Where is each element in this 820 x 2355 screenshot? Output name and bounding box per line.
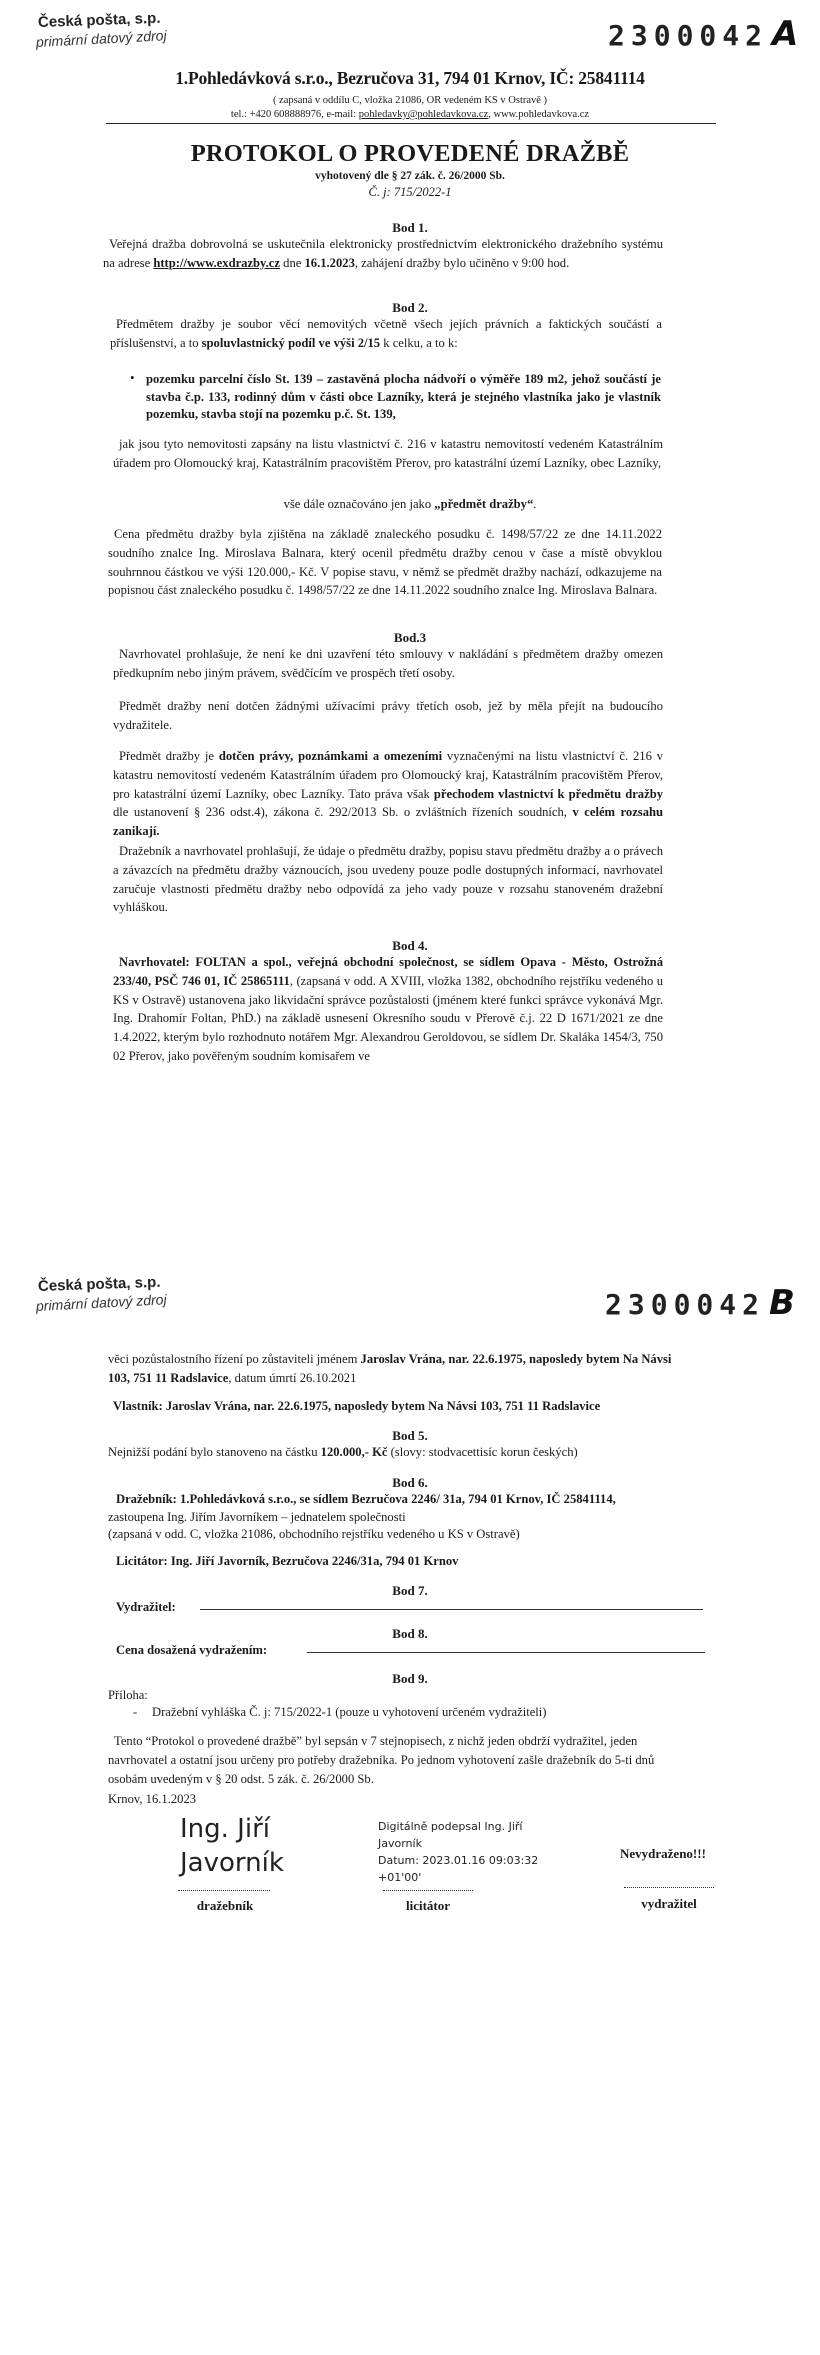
attachment-label: Příloha: (108, 1688, 148, 1702)
company-header: 1.Pohledávková s.r.o., Bezručova 31, 794 01 Krnov, IČ: 25841114 (175, 68, 645, 88)
document-number-stamp (608, 14, 798, 54)
bod3-p3-d: přechodem vlastnictví k předmětu dražby (433, 786, 663, 801)
bod3-heading: Bod.3 (393, 630, 427, 645)
bod2-paragraph-2: jak jsou tyto nemovitosti zapsány na listu vlastnictví č. 216 v katastru nemovitostí vedeném Katastrálním úřadem pro Olomoucký kraj, Katastrálním pracovištěm Přerov, pro katastrální území Lazníky, obec Lazníky, (113, 437, 663, 470)
bod1-text-2: dne (280, 255, 305, 270)
document-number-stamp-2 (605, 1283, 795, 1323)
bod1-date: 16.1.2023 (304, 255, 355, 270)
lowest-bid-amount: 120.000,- Kč (320, 1445, 388, 1459)
digital-signature-2: Javorník (378, 1837, 422, 1850)
bod4-text: , (zapsaná v odd. A XVIII, vložka 1382, obchodního rejstříku vedeného u KS v Ostravě) ustanovena jako likvidační správce pozůstalosti (jménem které funkci správce vykonává Mgr. Ing. Drahomír Foltan, PhD.) na základě usnesení Okresního soudu v Přerově č.j. 22 D 1671/2021 ze dne 1.4.2022, kterým bylo rozhodnuto notářem Mgr. Alexandrou Geroldovou, se sídlem Dr. Skaláka 1454/3, 750 02 Přerov, jako pověřeným soudním komisařem ve (113, 973, 663, 1063)
postal-stamp-subtitle-2: primární datový zdroj (35, 1291, 167, 1314)
bod3-paragraph-2: Předmět dražby není dotčen žádnými užívacími právy třetích osob, jež by měla přejít na budoucího vydražitele. (113, 699, 663, 732)
bod9-heading: Bod 9. (392, 1671, 428, 1686)
bod3-paragraph-4: Dražebník a navrhovatel prohlašují, že údaje o předmětu dražby, popisu stavu předmětu dražby a o právech a závazcích na předmětu dražby váznoucích, jsou uvedeny pouze podle dostupných informací, navrhovatel zaručuje vlastnosti předmětu dražby nebo odpovídá za jeho vady pouze v rozsahu stanoveném dražební vyhláškou. (113, 844, 663, 915)
header-rule (106, 123, 716, 124)
bod2-paragraph-1 (110, 315, 662, 353)
contact-phone: tel.: +420 608888976, e-mail: (230, 109, 359, 120)
bod5-heading: Bod 5. (392, 1428, 428, 1443)
document-title: PROTOKOL O PROVEDENÉ DRAŽBĚ (190, 140, 630, 167)
deceased-name: Jaroslav Vrána, nar. 22.6.1975, naposledy bytem Na Návsi 103, 751 11 Radslavice (108, 1352, 672, 1385)
contact-web[interactable]: www.pohledavkova.cz (493, 109, 590, 120)
date-of-death: , datum úmrtí 26.10.2021 (228, 1370, 357, 1385)
bod2-paragraph-3 (0, 495, 820, 513)
bod4-heading: Bod 4. (392, 938, 428, 953)
bod3-p3-c: vyznačenými na listu vlastnictví č. 216 v katastru nemovitostí vedeném Katastrálním úřadem pro Olomoucký kraj, Katastrálním pracovištěm Přerov, pro katastrální území Lazníky, obec Lazníky. Tato práva však (113, 749, 663, 801)
bod2-bullet-item: pozemku parcelní číslo St. 139 – zastavěná plocha nádvoří o výměře 189 m2, jehož součástí je stavba č.p. 133, rodinný dům v části obce Lazníky, která je stejného vlastníka jako je vlastník pozemku, stavba stojí na pozemku p.č. St. 139, (146, 372, 661, 421)
bod2-text-c: k celku, a to k: (380, 335, 458, 350)
owner-line: Vlastník: Jaroslav Vrána, nar. 22.6.1975, naposledy bytem Na Návsi 103, 751 11 Radslavice (113, 1399, 601, 1413)
document-subtitle: vyhotovený dle § 27 zák. č. 26/2000 Sb. (315, 170, 505, 182)
registered-line: (zapsaná v odd. C, vložka 21086, obchodního rejstříku vedeného u KS v Ostravě) (108, 1527, 520, 1541)
document-number: 2300042 (608, 19, 769, 52)
digital-signature-1: Digitálně podepsal Ing. Jiří (378, 1820, 523, 1833)
closing-paragraph: Tento “Protokol o provedené dražbě” byl sepsán v 7 stejnopisech, z nichž jeden obdrží vydražitel, jeden navrhovatel a ostatní jsou určeny pro potřeby dražebníka. Po jednom vyhotovení zašle dražebník do 5-ti dnů osobám uvedeným v § 20 odst. 5 zák. č. 26/2000 Sb. (108, 1734, 655, 1786)
bod4-proposer: Navrhovatel: FOLTAN a spol., veřejná obchodní společnost, se sídlem Opava - Město, Ostrožná 233/40, PSČ 746 01, IČ 25865111 (113, 955, 663, 988)
bod3-paragraph-3 (113, 747, 663, 841)
auctioneer-line: Dražebník: 1.Pohledávková s.r.o., se sídlem Bezručova 2246/ 31a, 794 01 Krnov, IČ 25841114, (116, 1492, 616, 1506)
bod7-heading: Bod 7. (392, 1583, 428, 1598)
bod3-paragraph-1: Navrhovatel prohlašuje, že není ke dni uzavření této smlouvy v nakládání s předmětem dražby omezen předkupním nebo jiným právem, svědčícím ve prospěch třetí osoby. (113, 647, 663, 680)
digital-signature-3: Datum: 2023.01.16 09:03:32 (378, 1854, 539, 1867)
bod3-p3-e: dle ustanovení § 236 odst.4), zákona č. 292/2013 Sb. o zvláštních řízeních soudních, (113, 805, 573, 820)
bod1-heading: Bod 1. (392, 220, 428, 235)
signature-dots-bidder (624, 1887, 714, 1888)
digital-signature-block (378, 1818, 538, 1886)
label-bidder: vydražitel (641, 1896, 697, 1911)
attachment-dash: - (133, 1705, 138, 1719)
signature-line-1: Ing. Jiří (180, 1814, 270, 1844)
bod5-text-2: (slovy: stodvacettisíc korun českých) (387, 1445, 578, 1459)
handwritten-signature (180, 1812, 284, 1880)
place-date: Krnov, 16.1.2023 (108, 1792, 197, 1806)
bod2-share: spoluvlastnický podíl ve výši 2/15 (201, 335, 381, 350)
bod3-p3-f: v celém rozsahu zanikají. (113, 805, 663, 839)
bod3-p3-b: dotčen právy, poznámkami a omezeními (218, 749, 443, 763)
contact-separator: , (488, 109, 494, 120)
bod1-text-3: , zahájení dražby bylo učiněno v 9:00 hod. (354, 255, 570, 270)
bod1-paragraph (103, 235, 663, 273)
signature-dots-auctioneer (178, 1890, 270, 1891)
represented-line: zastoupena Ing. Jiřím Javorníkem – jednatelem společnosti (108, 1510, 406, 1524)
document-letter: A (772, 14, 799, 54)
continuation-text: věci pozůstalostního řízení po zůstaviteli jménem (108, 1352, 361, 1366)
postal-stamp-org: Česká pošta, s.p. (37, 9, 161, 31)
company-registration: ( zapsaná v oddílu C, vložka 21086, OR vedeném KS v Ostravě ) (272, 95, 548, 106)
bidder-label: Vydražitel: (116, 1600, 176, 1614)
bullet-icon: • (130, 370, 135, 385)
document-number-2: 2300042 (605, 1288, 766, 1321)
bod2-subject-term: „předmět dražby“ (434, 497, 534, 511)
label-licitator: licitátor (405, 1898, 451, 1913)
document-reference: Č. j: 715/2022-1 (368, 185, 452, 199)
bod2-heading: Bod 2. (392, 300, 428, 315)
bod2-p3-end: . (533, 497, 537, 511)
bod2-paragraph-4: Cena předmětu dražby byla zjištěna na základě znaleckého posudku č. 1498/57/22 ze dne 14.11.2022 soudního znalce Ing. Miroslava Balnara, který ocenil předmětu dražby cenou v čase a místě obvyklou souhrnnou částkou ve výši 120.000,- Kč. V popise stavu, v němž se předmět dražby nachází, odkazujeme na popisnou část znaleckého posudku č. 1498/57/22 ze dne 14.11.2022 soudního znalce Ing. Miroslava Balnara. (108, 527, 662, 598)
attachment-item: Dražební vyhláška Č. j: 715/2022-1 (pouze u vyhotovení určeném vydražiteli) (152, 1705, 547, 1719)
postal-stamp-subtitle: primární datový zdroj (35, 27, 167, 50)
bod2-p3-text: vše dále označováno jen jako (283, 497, 435, 511)
bod5-text (108, 1443, 578, 1461)
bod1-text-1: Veřejná dražba dobrovolná se uskutečnila elektronicky prostřednictvím elektronického dražebního systému na adrese (103, 237, 663, 270)
signature-dots-licitator (383, 1890, 473, 1891)
label-auctioneer: dražebník (196, 1898, 254, 1913)
postal-stamp-org-2: Česká pošta, s.p. (37, 1273, 161, 1295)
bidder-blank-line (200, 1609, 703, 1610)
bod5-text-1: Nejnižší podání bylo stanoveno na částku (108, 1445, 321, 1459)
bod6-heading: Bod 6. (392, 1475, 428, 1490)
company-contact (0, 109, 820, 120)
price-label: Cena dosažená vydražením: (116, 1643, 268, 1657)
bod4-paragraph (113, 953, 663, 1066)
not-auctioned-note: Nevydraženo!!! (620, 1846, 706, 1861)
licitator-line: Licitátor: Ing. Jiří Javorník, Bezručova 2246/31a, 794 01 Krnov (116, 1554, 459, 1568)
exdrazby-link[interactable]: http://www.exdrazby.cz (153, 255, 280, 270)
bod2-text-a: Předmětem dražby je soubor věcí nemovitých včetně všech jejích právních a faktických součástí a příslušenství, a to (110, 317, 662, 350)
document-letter-2: B (769, 1283, 795, 1323)
bod4-continuation (108, 1350, 673, 1388)
contact-email-link[interactable]: pohledavky@pohledavkova.cz (358, 109, 489, 120)
bod8-heading: Bod 8. (392, 1626, 428, 1641)
bod3-p3-a: Předmět dražby je (119, 749, 219, 763)
digital-signature-4: +01'00' (378, 1871, 422, 1884)
signature-line-2: Javorník (180, 1848, 284, 1878)
price-blank-line (307, 1652, 705, 1653)
